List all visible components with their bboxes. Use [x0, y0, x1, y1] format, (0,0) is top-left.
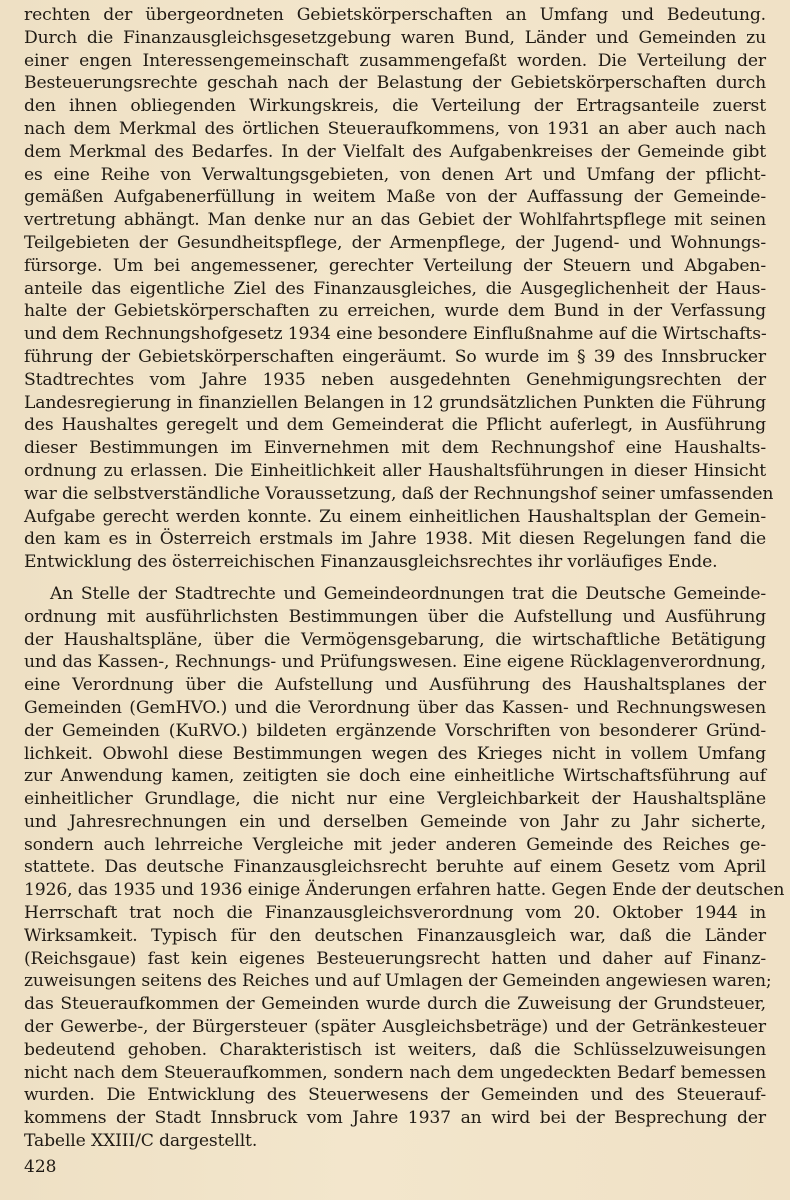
text-line: zur Anwendung kamen, zeitigten sie doch eine einheitliche Wirtschaftsführung auf	[24, 766, 766, 787]
text-line: An Stelle der Stadtrechte und Gemeindeordnungen trat die Deutsche Gemeinde-	[50, 583, 766, 604]
text-line: und das Kassen-, Rechnungs- und Prüfungswesen. Eine eigene Rücklagenverordnung,	[24, 652, 766, 673]
text-line: und Jahresrechnungen ein und derselben Gemeinde von Jahr zu Jahr sicherte,	[24, 811, 766, 832]
text-line: der Haushaltspläne, über die Vermögensgebarung, die wirtschaftliche Betätigung	[24, 629, 766, 650]
text-line: anteile das eigentliche Ziel des Finanzausgleiches, die Ausgeglichenheit der Haus-	[24, 278, 766, 299]
text-line: wurden. Die Entwicklung des Steuerwesens der Gemeinden und des Steuerauf-	[24, 1085, 766, 1106]
text-line: sondern auch lehrreiche Vergleiche mit jeder anderen Gemeinde des Reiches ge-	[24, 834, 766, 855]
text-line: Entwicklung des österreichischen Finanzausgleichsrechtes ihr vorläufiges Ende.	[24, 552, 718, 573]
text-line: fürsorge. Um bei angemessener, gerechter Verteilung der Steuern und Abgaben-	[24, 255, 766, 276]
text-line: Herrschaft trat noch die Finanzausgleichsverordnung vom 20. Oktober 1944 in	[24, 903, 766, 924]
text-line: rechten der übergeordneten Gebietskörperschaften an Umfang und Bedeutung.	[24, 5, 766, 25]
paragraph-1	[24, 4, 774, 574]
text-line: der Gemeinden (KuRVO.) bildeten ergänzende Vorschriften von besonderer Gründ-	[24, 720, 766, 741]
text-line: Gemeinden (GemHVO.) und die Verordnung über das Kassen- und Rechnungswesen	[24, 697, 766, 718]
text-line: einheitlicher Grundlage, die nicht nur eine Vergleichbarkeit der Haushaltspläne	[24, 789, 766, 810]
text-line: dem Merkmal des Bedarfes. In der Vielfalt des Aufgabenkreises der Gemeinde gibt	[24, 141, 766, 162]
text-line: der Gewerbe-, der Bürgersteuer (später Ausgleichsbeträge) und der Getränkesteuer	[24, 1017, 766, 1038]
text-line: zuweisungen seitens des Reiches und auf Umlagen der Gemeinden angewiesen waren;	[24, 971, 772, 992]
text-line: Landesregierung in finanziellen Belangen in 12 grundsätzlichen Punkten die Führung	[24, 392, 766, 413]
text-line: nicht nach dem Steueraufkommen, sondern nach dem ungedeckten Bedarf bemessen	[24, 1062, 766, 1083]
page-number: 428	[24, 1157, 57, 1177]
text-line: Stadtrechtes vom Jahre 1935 neben ausgedehnten Genehmigungsrechten der	[24, 369, 766, 390]
text-line: bedeutend gehoben. Charakteristisch ist weiters, daß die Schlüsselzuweisungen	[24, 1039, 766, 1060]
text-line: halte der Gebietskörperschaften zu erreichen, wurde dem Bund in der Verfassung	[24, 301, 766, 322]
text-line: gemäßen Aufgabenerfüllung in weitem Maße von der Auffassung der Gemeinde-	[24, 187, 766, 208]
body-text	[24, 4, 785, 1153]
text-line: das Steueraufkommen der Gemeinden wurde durch die Zuweisung der Grundsteuer,	[24, 994, 766, 1015]
text-line: Teilgebieten der Gesundheitspflege, der Armenpflege, der Jugend- und Wohnungs-	[24, 232, 766, 253]
text-line: einer engen Interessengemeinschaft zusammengefaßt worden. Die Verteilung der	[24, 50, 766, 71]
text-line: war die selbstverständliche Voraussetzung, daß der Rechnungshof seiner umfassenden	[24, 483, 774, 504]
text-line: stattete. Das deutsche Finanzausgleichsrecht beruhte auf einem Gesetz vom April	[24, 857, 766, 878]
text-line: Tabelle XXIII/C dargestellt.	[24, 1131, 258, 1152]
text-line: den kam es in Österreich erstmals im Jahre 1938. Mit diesen Regelungen fand die	[24, 529, 766, 550]
text-line: ordnung mit ausführlichsten Bestimmungen über die Aufstellung und Ausführung	[24, 606, 766, 627]
text-line: den ihnen obliegenden Wirkungskreis, die Verteilung der Ertragsanteile zuerst	[24, 96, 766, 117]
text-line: Besteuerungsrechte geschah nach der Belastung der Gebietskörperschaften durch	[24, 73, 766, 94]
text-line: kommens der Stadt Innsbruck vom Jahre 1937 an wird bei der Besprechung der	[24, 1108, 766, 1129]
text-line: lichkeit. Obwohl diese Bestimmungen wegen des Krieges nicht in vollem Umfang	[24, 743, 766, 764]
text-line: ordnung zu erlassen. Die Einheitlichkeit aller Haushaltsführungen in dieser Hinsicht	[24, 460, 766, 481]
text-line: vertretung abhängt. Man denke nur an das Gebiet der Wohlfahrtspflege mit seinen	[24, 210, 766, 231]
text-line: Durch die Finanzausgleichsgesetzgebung waren Bund, Länder und Gemeinden zu	[24, 27, 766, 48]
text-line: und dem Rechnungshofgesetz 1934 eine besondere Einflußnahme auf die Wirtschafts-	[24, 324, 767, 345]
text-line: (Reichsgaue) fast kein eigenes Besteuerungsrecht hatten und daher auf Finanz-	[24, 948, 766, 969]
text-line: dieser Bestimmungen im Einvernehmen mit dem Rechnungshof eine Haushalts-	[24, 438, 766, 459]
text-line: es eine Reihe von Verwaltungsgebieten, von denen Art und Umfang der pflicht-	[24, 164, 766, 185]
text-line: Aufgabe gerecht werden konnte. Zu einem einheitlichen Haushaltsplan der Gemein-	[24, 506, 766, 527]
text-line: eine Verordnung über die Aufstellung und Ausführung des Haushaltsplanes der	[24, 675, 766, 696]
text-line: führung der Gebietskörperschaften eingeräumt. So wurde im § 39 des Innsbrucker	[24, 346, 766, 367]
text-line: des Haushaltes geregelt und dem Gemeinderat die Pflicht auferlegt, in Ausführung	[24, 415, 766, 436]
text-line: nach dem Merkmal des örtlichen Steueraufkommens, von 1931 an aber auch nach	[24, 118, 766, 139]
paragraph-2	[24, 583, 785, 1153]
text-line: Wirksamkeit. Typisch für den deutschen Finanzausgleich war, daß die Länder	[24, 925, 766, 946]
text-line: 1926, das 1935 und 1936 einige Änderungen erfahren hatte. Gegen Ende der deutschen	[24, 880, 785, 901]
